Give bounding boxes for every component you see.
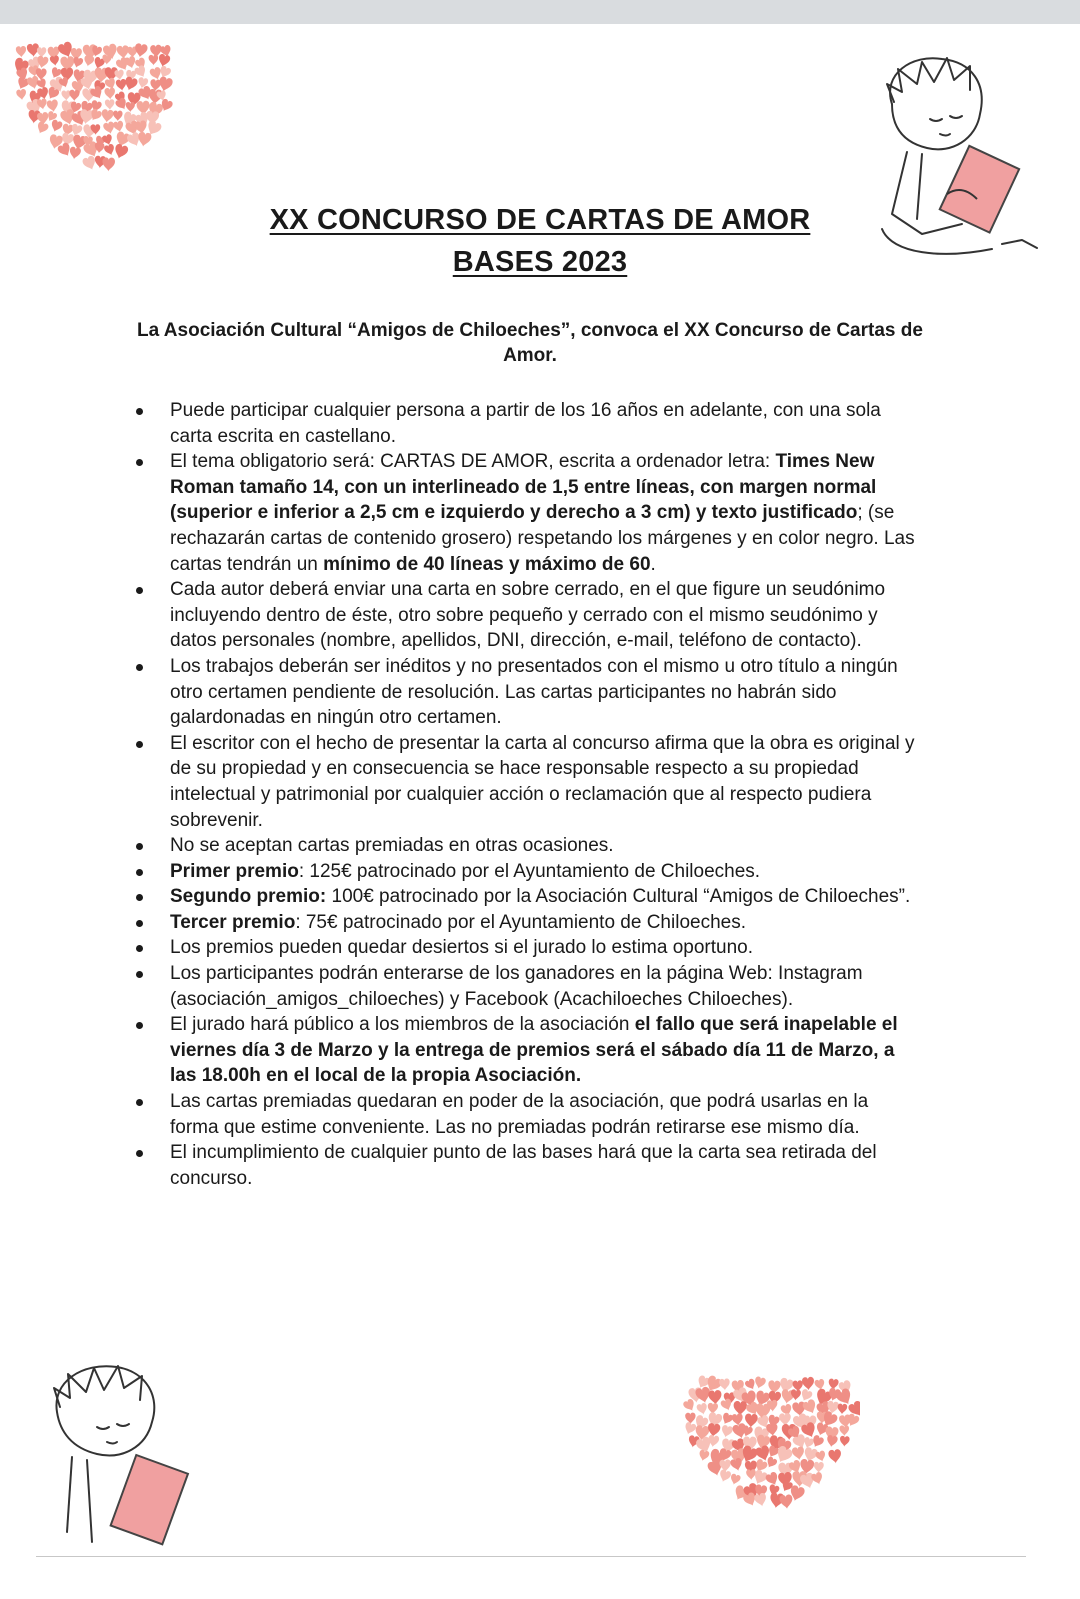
- rule-item: Segundo premio: 100€ patrocinado por la Asociación Cultural “Amigos de Chiloeches”.: [132, 884, 922, 910]
- small-heart-icon: [16, 89, 27, 101]
- rule-item: Los premios pueden quedar desiertos si el jurado lo estima oportuno.: [132, 935, 922, 961]
- small-heart-icon: [49, 119, 63, 134]
- rule-item: Los participantes podrán enterarse de los ganadores en la página Web: Instagram (asociación_amigos_chiloeches) y Facebook (Acachiloeches Chiloeches).: [132, 961, 922, 1012]
- small-heart-icon: [103, 143, 116, 157]
- small-heart-icon: [101, 109, 114, 123]
- child-writing-bottom-left-icon: [42, 1352, 222, 1552]
- small-heart-icon: [814, 1462, 824, 1473]
- small-heart-icon: [46, 99, 59, 113]
- rules-list: [132, 398, 922, 1191]
- small-heart-icon: [779, 1494, 793, 1510]
- small-heart-icon: [698, 1449, 710, 1462]
- small-heart-icon: [683, 1421, 697, 1436]
- small-heart-icon: [802, 1377, 815, 1391]
- small-heart-icon: [696, 1402, 709, 1415]
- top-band: [0, 0, 1080, 24]
- small-heart-icon: [746, 1469, 756, 1480]
- small-heart-icon: [113, 111, 123, 122]
- rule-item: Tercer premio: 75€ patrocinado por el Ayuntamiento de Chiloeches.: [132, 910, 922, 936]
- document-title: XX CONCURSO DE CARTAS DE AMOR: [269, 204, 811, 236]
- small-heart-icon: [707, 1423, 721, 1438]
- small-heart-icon: [729, 1473, 741, 1486]
- heart-cluster: [11, 41, 174, 173]
- small-heart-icon: [826, 1435, 838, 1448]
- small-heart-icon: [839, 1436, 849, 1447]
- rule-item: Primer premio: 125€ patrocinado por el Ayuntamiento de Chiloeches.: [132, 859, 922, 885]
- small-heart-icon: [49, 55, 59, 66]
- heart-cluster: [682, 1374, 860, 1510]
- small-heart-icon: [720, 1412, 734, 1427]
- small-heart-icon: [720, 1424, 733, 1438]
- small-heart-icon: [791, 1446, 805, 1461]
- small-heart-icon: [814, 1378, 826, 1391]
- small-heart-icon: [801, 1398, 818, 1416]
- rule-item: Puede participar cualquier persona a partir de los 16 años en adelante, con una sola carta escrita en castellano.: [132, 398, 922, 449]
- rule-item: No se aceptan cartas premiadas en otras ocasiones.: [132, 833, 922, 859]
- document-subtitle: BASES 2023: [452, 246, 628, 278]
- rule-item: El incumplimiento de cualquier punto de las bases hará que la carta sea retirada del concurso.: [132, 1140, 922, 1191]
- small-heart-icon: [839, 1425, 849, 1436]
- small-heart-icon: [718, 1469, 732, 1484]
- small-heart-icon: [828, 1449, 842, 1464]
- heart-top-left-icon: [10, 38, 180, 198]
- small-heart-icon: [837, 1403, 847, 1414]
- small-heart-icon: [102, 157, 115, 171]
- rule-item: Los trabajos deberán ser inéditos y no presentados con el mismo u otro título a ningún otro certamen pendiente de resolución. Las cartas participantes no habrán sido galardonadas en ningún otro certamen.: [132, 654, 922, 731]
- small-heart-icon: [105, 99, 115, 110]
- small-heart-icon: [685, 1412, 696, 1424]
- intro-paragraph: La Asociación Cultural “Amigos de Chiloeches”, convoca el XX Concurso de Cartas de Amor.: [137, 320, 923, 366]
- rule-item: Las cartas premiadas quedaran en poder de la asociación, que podrá usarlas en la forma que estime conveniente. Las no premiadas podrán retirarse ese mismo día.: [132, 1089, 922, 1140]
- small-heart-icon: [104, 87, 115, 99]
- rule-item: El escritor con el hecho de presentar la carta al concurso afirma que la obra es original y de su propiedad y en consecuencia se hace responsable respecto a su propiedad intelectual y patrimonial por cualquier acción o reclamación que al respecto pudiera sobrevenir.: [132, 731, 922, 833]
- small-heart-icon: [83, 55, 95, 68]
- small-heart-icon: [126, 102, 135, 112]
- small-heart-icon: [810, 1471, 824, 1486]
- small-heart-icon: [137, 131, 152, 148]
- small-heart-icon: [16, 46, 27, 58]
- small-heart-icon: [753, 1376, 766, 1390]
- small-heart-icon: [113, 143, 130, 161]
- small-heart-icon: [790, 1389, 801, 1401]
- small-heart-icon: [113, 120, 125, 133]
- small-heart-icon: [69, 146, 82, 160]
- small-heart-icon: [35, 121, 50, 136]
- small-heart-icon: [69, 90, 79, 102]
- small-heart-icon: [719, 1378, 730, 1390]
- rule-item: Cada autor deberá enviar una carta en sobre cerrado, en el que figure un seudónimo incluyendo dentro de éste, otro sobre pequeño y cerrado con el mismo seudónimo y datos personales (nombre, apellidos, DNI, dirección, e-mail, teléfono de contacto).: [132, 577, 922, 654]
- heart-bottom-right-icon: [680, 1370, 860, 1540]
- rule-item: El jurado hará público a los miembros de la asociación el fallo que será inapelable el viernes día 3 de Marzo y la entrega de premios será el sábado día 11 de Marzo, a las 18.00h en el local de la propia Asociación.: [132, 1012, 922, 1089]
- bottom-divider: [36, 1556, 1026, 1557]
- rule-item: El tema obligatorio será: CARTAS DE AMOR, escrita a ordenador letra: Times New Roman tamaño 14, con un interlineado de 1,5 entre líneas, con margen normal (superior e inferior a 2,5 cm e izquierdo y derecho a 3 cm) y texto justificado; (se rechazarán cartas de contenido grosero) respetando los márgenes y en color negro. Las cartas tendrán un mínimo de 40 líneas y máximo de 60.: [132, 449, 922, 577]
- small-heart-icon: [149, 55, 159, 66]
